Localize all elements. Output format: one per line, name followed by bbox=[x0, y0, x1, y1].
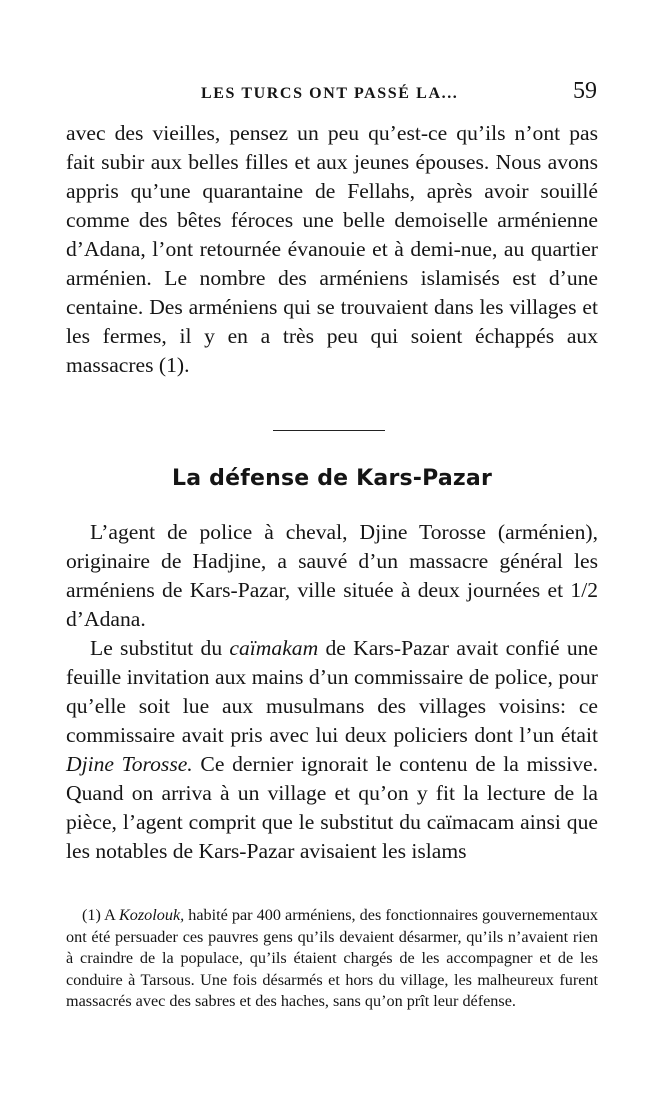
section-divider bbox=[273, 430, 385, 431]
running-head bbox=[66, 78, 598, 110]
footnote-italic-place: Kozolouk, bbox=[118, 906, 185, 924]
paragraph-continuation: avec des vieilles, pensez un peu qu’est-ce qu’ils n’ont pas fait subir aux belles filles et aux jeunes épouses. Nous avons appris qu’une quarantaine de Fellahs, après avoir souillé comme des bêtes féroces une belle demoiselle arménienne d’Adana, l’ont retournée évanouie et à demi-nue, au quartier arménien. Le nombre des arméniens islamisés est d’une centaine. Des arméniens qui se trouvaient dans les villages et les fermes, il y en a très peu qui soient échappés aux massacres (1). bbox=[66, 121, 598, 377]
italic-name-djine-torosse: Djine Torosse. bbox=[66, 752, 193, 776]
paragraph-text-part-1: Le substitut du bbox=[90, 636, 230, 660]
section-text-block bbox=[66, 518, 598, 866]
paragraph-agent-saved-kars-pazar: L’agent de police à cheval, Djine Torosse (arménien), originaire de Hadjine, a sauvé d’un massacre général les arméniens de Kars-Pazar, ville située à deux journées et 1/2 d’Adana. bbox=[66, 520, 598, 631]
running-title: LES TURCS ONT PASSÉ LA... bbox=[201, 85, 459, 102]
footnote bbox=[66, 905, 598, 1013]
paragraph-text-part-3: Ce dernier ignorait le contenu de la missive. Quand on arriva à un village et qu’on y fit la lecture de la pièce, l’agent comprit que le substitut du caïmacam ainsi que les notables de Kars-Pazar avisaient les islams bbox=[66, 752, 598, 863]
footnote-text bbox=[66, 905, 598, 1013]
page-number: 59 bbox=[573, 78, 597, 104]
footnote-marker: (1) A bbox=[82, 906, 119, 924]
section-title: La défense de Kars-Pazar bbox=[172, 466, 492, 491]
paragraph-substitute-letter bbox=[66, 634, 598, 866]
opening-text-block bbox=[66, 119, 598, 380]
paragraph-text-part-2: de Kars-Pazar avait confié une feuille invitation aux mains d’un commissaire de police, pour qu’elle soit lue aux musulmans des villages voisins: ce commissaire avait pris avec lui deux policiers dont l’un était bbox=[66, 636, 598, 747]
footnote-body: habité par 400 arméniens, des fonctionnaires gouvernementaux ont été persuader ces pauvres gens qu’ils devaient désarmer, qu’ils n’avaient rien à craindre de la populace, qu’ils étaient chargés de les accompagner et de les conduire à Tarsous. Une fois désarmés et hors du village, les malheureux furent massacrés avec des sabres et des haches, sans qu’on prît leur défense. bbox=[66, 906, 599, 1010]
italic-term-caimakam: caïmakam bbox=[229, 636, 319, 660]
